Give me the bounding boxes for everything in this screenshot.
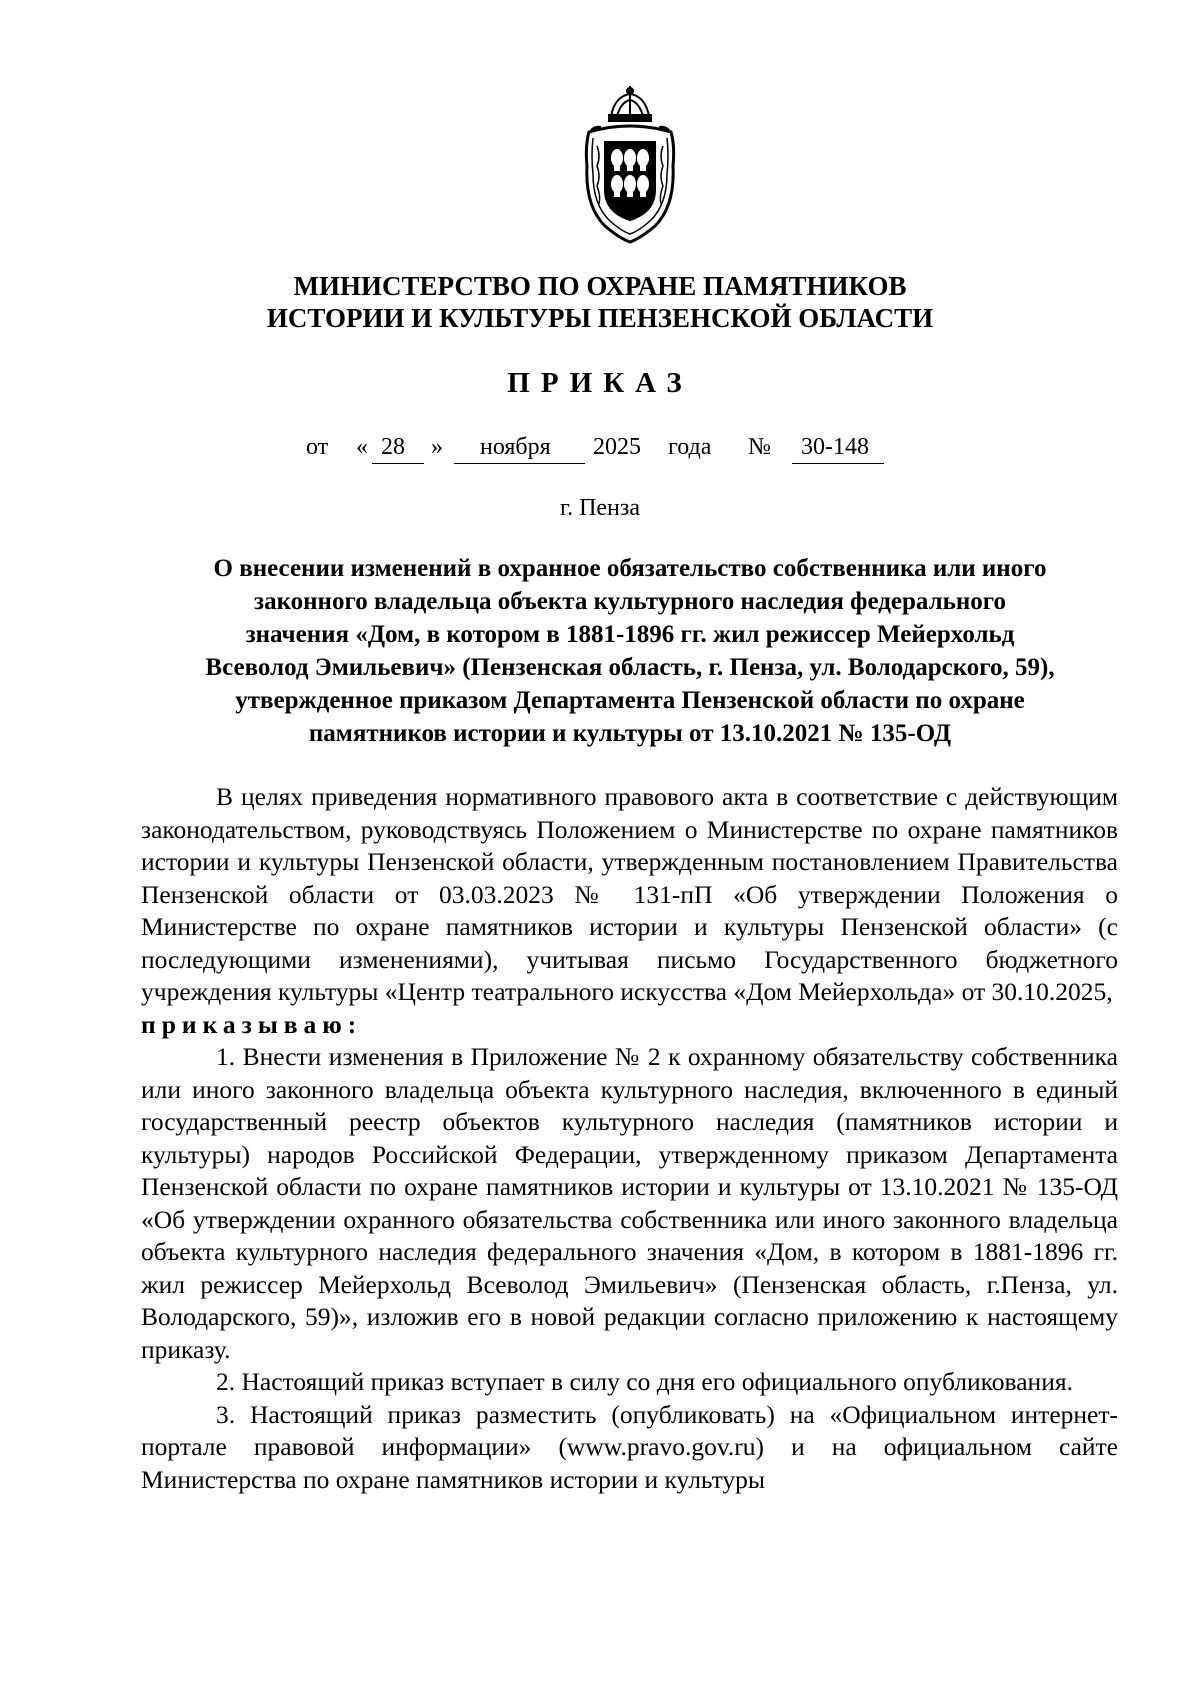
date-month: ноября [480,434,551,460]
document-number: 30-148 [801,434,869,460]
title-line: законного владельца объекта культурного наследия федерального [254,588,1006,615]
order-word [141,1009,1118,1042]
quote-open: « [356,434,368,460]
order-word-text: приказываю: [141,1009,363,1039]
date-from-label: от [306,434,329,460]
quote-close: » [431,434,443,460]
title-line: утвержденное приказом Департамента Пензенской области по охране [235,687,1025,714]
document-title [140,552,1120,750]
title-line: О внесении изменений в охранное обязательство собственника или иного [213,555,1047,582]
day-underline [372,463,424,464]
document-body [141,781,1118,1496]
date-year: 2025 [593,434,641,460]
coat-of-arms-icon [571,86,689,246]
city-label: г. Пенза [559,495,641,521]
title-line: значения «Дом, в котором в 1881-1896 гг. жил режиссер Мейерхольд [245,621,1015,648]
item-3-paragraph: 3. Настоящий приказ разместить (опубликовать) на «Официальном интернет-портале правовой информации» (www.pravo.gov.ru) и на официальном сайте Министерства по охране памятников истории и культуры [141,1399,1118,1494]
title-line: памятников истории и культуры от 13.10.2021 № 135-ОД [308,720,952,747]
number-underline [792,463,884,464]
ministry-name-line2: ИСТОРИИ И КУЛЬТУРЫ ПЕНЗЕНСКОЙ ОБЛАСТИ [266,303,934,333]
item-2-paragraph: 2. Настоящий приказ вступает в силу со дня его официального опубликования. [216,1367,1073,1396]
number-sign: № [748,434,771,460]
ministry-name-line1: МИНИСТЕРСТВО ПО ОХРАНЕ ПАМЯТНИКОВ [293,271,907,301]
month-underline [454,463,585,464]
title-line: Всеволод Эмильевич» (Пензенская область, г. Пенза, ул. Володарского, 59), [205,654,1055,681]
preamble-paragraph: В целях приведения нормативного правового акта в соответствие с действующим законодательством, руководствуясь Положением о Министерстве по охране памятников истории и культуры Пензенской области, утвержденным постановлением Правительства Пензенской области от 03.03.2023 № 131-пП «Об утверждении Положения о Министерстве по охране памятников истории и культуры Пензенской области» (с последующими изменениями), учитывая письмо Государственного бюджетного учреждения культуры «Центр театрального искусства «Дом Мейерхольда» от 30.10.2025, [141,782,1118,1006]
year-label: года [668,434,712,460]
item-1-paragraph: 1. Внести изменения в Приложение № 2 к охранному обязательству собственника или иного законного владельца объекта культурного наследия, включенного в единый государственный реестр объектов культурного наследия (памятников истории и культуры) народов Российской Федерации, утвержденному приказом Департамента Пензенской области по охране памятников истории и культуры от 13.10.2021 № 135-ОД «Об утверждении охранного обязательства собственника или иного законного владельца объекта культурного наследия федерального значения «Дом, в котором в 1881-1896 гг. жил режиссер Мейерхольд Всеволод Эмильевич» (Пензенская область, г.Пенза, ул. Володарского, 59)», изложив его в новой редакции согласно приложению к настоящему приказу. [141,1042,1118,1364]
date-number-line [0,430,1200,470]
document-type-heading: ПРИКАЗ [507,367,693,399]
date-day: 28 [381,434,405,460]
